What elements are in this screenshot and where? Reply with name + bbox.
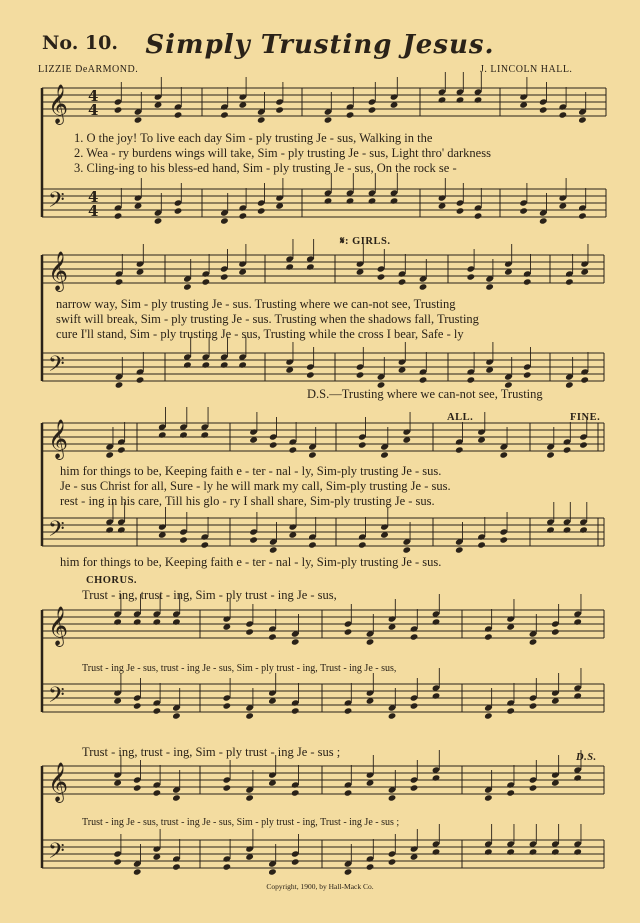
system2-bass-note bbox=[467, 376, 476, 383]
system5-treble-note bbox=[133, 784, 142, 791]
author-credit: LIZZIE DeARMOND. bbox=[38, 64, 139, 75]
system3-bass-note bbox=[105, 526, 114, 533]
system2-bass-note bbox=[356, 371, 365, 378]
system5-treble-note bbox=[223, 784, 232, 791]
system1-treble-note bbox=[539, 106, 548, 113]
system4-treble-note bbox=[344, 628, 353, 635]
system4-bass-note bbox=[410, 702, 419, 709]
system1-bass-note bbox=[257, 207, 266, 214]
system3-bass-note bbox=[546, 526, 555, 533]
verse-3-line-1: 3. Cling-ing to his bless-ed hand, Sim - ply trusting Je - sus, On the rock se - bbox=[74, 161, 457, 175]
system4-bass-note bbox=[388, 712, 397, 719]
verse-1-line-1: 1. O the joy! To live each day Sim - ply trusting Je - sus, Walking in the bbox=[74, 131, 433, 145]
system3-bass-note bbox=[200, 541, 209, 548]
system2-treble-note bbox=[202, 278, 211, 285]
system2-bass-note bbox=[238, 361, 247, 368]
system2-treble-note bbox=[398, 278, 407, 285]
verse-2-line-2: swift will break, Sim - ply trusting Je - sus. Trusting when the shadows fall, Trusting bbox=[56, 312, 479, 326]
system1-bass-note bbox=[539, 217, 548, 224]
system4-bass-note bbox=[484, 712, 493, 719]
system1-treble-note bbox=[438, 96, 447, 103]
system2-treble-note bbox=[377, 273, 386, 280]
all-label: ALL. bbox=[447, 412, 474, 423]
system4-bass-note bbox=[245, 712, 254, 719]
system4-treble-note bbox=[432, 618, 441, 625]
system3-treble-note bbox=[117, 446, 126, 453]
system5-treble-note bbox=[388, 794, 397, 801]
system3-bass-note bbox=[117, 526, 126, 533]
system4-bass-note bbox=[344, 707, 353, 714]
system3-bass-note bbox=[249, 536, 258, 543]
system3-bass-note bbox=[477, 541, 486, 548]
system2-treble-note bbox=[523, 278, 532, 285]
system3-bottom-lyrics: him for things to be, Keeping faith e - ter - nal - ly, Sim-ply trusting Je - sus. bbox=[60, 555, 442, 569]
system3-bass-note bbox=[358, 541, 367, 548]
system3-bass-note bbox=[455, 546, 464, 553]
system1-treble-note bbox=[578, 116, 587, 123]
system5-treble-note bbox=[506, 789, 515, 796]
system3-treble-note bbox=[563, 446, 572, 453]
chorus-upper-line-1: Trust - ing, trust - ing, Sim - ply trust - ing Je - sus, bbox=[82, 588, 337, 602]
time-signature-bottom: 4 bbox=[88, 202, 99, 220]
verse-1-line-3: him for things to be, Keeping faith e - ter - nal - ly, Sim-ply trusting Je - sus. bbox=[60, 464, 442, 478]
system1-bass-note bbox=[220, 217, 229, 224]
system5-treble-note bbox=[245, 794, 254, 801]
system4-bass-note bbox=[291, 707, 300, 714]
system1-treble-note bbox=[346, 111, 355, 118]
system1-bass-note bbox=[114, 212, 123, 219]
system2-bass-note bbox=[202, 361, 211, 368]
hymn-title: Simply Trusting Jesus. bbox=[145, 30, 495, 60]
verse-2-line-3: Je - sus Christ for all, Sure - ly he will mark my call, Sim-ply trusting Je - sus. bbox=[60, 479, 451, 493]
system1-treble-note bbox=[474, 96, 483, 103]
system1-treble-note bbox=[275, 106, 284, 113]
system1-treble-note bbox=[134, 116, 143, 123]
system4-bass-clef-icon: 𝄢 bbox=[48, 683, 65, 713]
system5-bass-note bbox=[344, 868, 353, 875]
system3-treble-note bbox=[358, 441, 367, 448]
system5-bass-note bbox=[113, 858, 122, 865]
system4-treble-note bbox=[153, 618, 162, 625]
system3-treble-note bbox=[158, 431, 167, 438]
system5-bass-note bbox=[388, 858, 397, 865]
system3-bass-note bbox=[179, 536, 188, 543]
system5-treble-clef-icon: 𝄞 bbox=[48, 762, 69, 802]
system3-bass-note bbox=[269, 546, 278, 553]
chorus-label: CHORUS. bbox=[86, 575, 138, 586]
fine-label: FINE. bbox=[570, 412, 601, 423]
system3-treble-note bbox=[200, 431, 209, 438]
system3-treble-note bbox=[308, 451, 317, 458]
system5-bass-note bbox=[551, 848, 560, 855]
system1-bass-note bbox=[474, 212, 483, 219]
system2-treble-note bbox=[419, 283, 428, 290]
system4-bass-note bbox=[432, 692, 441, 699]
system4-treble-note bbox=[410, 633, 419, 640]
system1-treble-note bbox=[368, 106, 377, 113]
system1-treble-note bbox=[257, 116, 266, 123]
system1-treble-note bbox=[559, 111, 568, 118]
system3-treble-note bbox=[105, 451, 114, 458]
system2-treble-note bbox=[565, 278, 574, 285]
system5-bass-note bbox=[291, 858, 300, 865]
system5-treble-note bbox=[432, 774, 441, 781]
system1-bass-clef-icon: 𝄢 bbox=[48, 188, 65, 218]
system2-bass-note bbox=[220, 361, 229, 368]
time-signature-top: 4 bbox=[88, 188, 99, 206]
system1-treble-note bbox=[324, 116, 333, 123]
system1-bass-note bbox=[324, 197, 333, 204]
system5-bass-note bbox=[366, 863, 375, 870]
system3-treble-note bbox=[179, 431, 188, 438]
system1-treble-note bbox=[456, 96, 465, 103]
system5-treble-note bbox=[410, 784, 419, 791]
system4-treble-note bbox=[573, 618, 582, 625]
system4-bass-note bbox=[529, 702, 538, 709]
system4-treble-note bbox=[484, 633, 493, 640]
ds-label: D.S. bbox=[576, 752, 597, 763]
system2-bass-note bbox=[580, 376, 589, 383]
composer-credit: J. LINCOLN HALL. bbox=[480, 64, 573, 75]
system3-bass-note bbox=[402, 546, 411, 553]
system4-treble-note bbox=[245, 628, 254, 635]
system4-treble-note bbox=[172, 618, 181, 625]
hymn-number: No. 10. bbox=[42, 32, 118, 54]
system4-bass-note bbox=[153, 707, 162, 714]
system5-bass-note bbox=[432, 848, 441, 855]
system2-bass-note bbox=[523, 371, 532, 378]
verse-3-line-3: rest - ing in his care, Till his glo - ry I shall share, Sim-ply trusting Je - sus. bbox=[60, 494, 435, 508]
system3-treble-note bbox=[546, 451, 555, 458]
system5-bass-note bbox=[506, 848, 515, 855]
system2-bass-note bbox=[306, 371, 315, 378]
system4-treble-note bbox=[551, 628, 560, 635]
system5-treble-note bbox=[344, 789, 353, 796]
system5-treble-note bbox=[529, 784, 538, 791]
system1-bass-note bbox=[346, 197, 355, 204]
system3-treble-note bbox=[499, 451, 508, 458]
system5-bass-note bbox=[529, 848, 538, 855]
system4-treble-clef-icon: 𝄞 bbox=[48, 606, 69, 646]
system3-bass-note bbox=[308, 541, 317, 548]
system2-treble-note bbox=[306, 263, 315, 270]
system4-bass-note bbox=[133, 702, 142, 709]
chorus-lower-line-2: Trust - ing Je - sus, trust - ing Je - sus, Sim - ply trust - ing, Trust - ing Je - sus ; bbox=[82, 817, 400, 828]
system3-treble-clef-icon: 𝄞 bbox=[48, 419, 69, 459]
system2-treble-note bbox=[285, 263, 294, 270]
system2-treble-clef-icon: 𝄞 bbox=[48, 251, 69, 291]
system2-bass-note bbox=[136, 376, 145, 383]
system4-treble-note bbox=[529, 638, 538, 645]
time-signature-top: 4 bbox=[88, 87, 99, 105]
system5-treble-note bbox=[573, 774, 582, 781]
system2-treble-note bbox=[115, 278, 124, 285]
system3-bass-note bbox=[579, 526, 588, 533]
system5-bass-note bbox=[133, 868, 142, 875]
verse-3-line-2: cure I'll stand, Sim - ply trusting Je - sus, Trusting while the cross I bear, Safe - ly bbox=[56, 327, 464, 341]
system4-bass-note bbox=[573, 692, 582, 699]
system1-bass-note bbox=[519, 207, 528, 214]
verse-1-line-2: narrow way, Sim - ply trusting Je - sus. Trusting where we can-not see, Trusting bbox=[56, 297, 456, 311]
system2-treble-note bbox=[485, 283, 494, 290]
system4-bass-note bbox=[506, 707, 515, 714]
system1-bass-note bbox=[456, 207, 465, 214]
system3-treble-note bbox=[380, 451, 389, 458]
system3-bass-note bbox=[499, 536, 508, 543]
system1-treble-note bbox=[174, 111, 183, 118]
system2-treble-note bbox=[183, 283, 192, 290]
system3-bass-note bbox=[563, 526, 572, 533]
system4-bass-note bbox=[172, 712, 181, 719]
copyright-notice: Copyright, 1900, by Hall-Mack Co. bbox=[266, 882, 374, 891]
system1-bass-note bbox=[368, 197, 377, 204]
chorus-lower-line-1: Trust - ing Je - sus, trust - ing Je - sus, Sim - ply trust - ing, Trust - ing Je - sus, bbox=[82, 663, 397, 674]
system5-bass-note bbox=[484, 848, 493, 855]
system3-bass-clef-icon: 𝄢 bbox=[48, 517, 65, 547]
system4-treble-note bbox=[113, 618, 122, 625]
system4-treble-note bbox=[268, 633, 277, 640]
verse-2-line-1: 2. Wea - ry burdens wings will take, Sim - ply trusting Je - sus, Light thro' darkness bbox=[74, 146, 491, 160]
system1-bass-note bbox=[239, 212, 248, 219]
system4-treble-note bbox=[366, 638, 375, 645]
chorus-upper-line-2: Trust - ing, trust - ing, Sim - ply trust - ing Je - sus ; bbox=[82, 745, 341, 759]
system5-bass-clef-icon: 𝄢 bbox=[48, 839, 65, 869]
system3-treble-note bbox=[579, 441, 588, 448]
system3-treble-note bbox=[289, 446, 298, 453]
segno-girls-label: 𝄋: GIRLS. bbox=[340, 236, 391, 247]
system5-treble-note bbox=[484, 794, 493, 801]
system1-treble-note bbox=[220, 111, 229, 118]
system2-bass-note bbox=[565, 381, 574, 388]
system1-bass-note bbox=[174, 207, 183, 214]
system5-treble-note bbox=[172, 794, 181, 801]
system2-treble-note bbox=[220, 273, 229, 280]
system4-bass-note bbox=[223, 702, 232, 709]
system1-treble-clef-icon: 𝄞 bbox=[48, 84, 69, 124]
system2-bass-clef-icon: 𝄢 bbox=[48, 352, 65, 382]
system5-bass-note bbox=[268, 868, 277, 875]
system1-bass-note bbox=[154, 217, 163, 224]
system3-treble-note bbox=[455, 446, 464, 453]
system1-bass-note bbox=[390, 197, 399, 204]
system5-treble-note bbox=[153, 789, 162, 796]
system1-treble-note bbox=[114, 106, 123, 113]
system4-treble-note bbox=[133, 618, 142, 625]
system2-treble-note bbox=[467, 273, 476, 280]
system5-bass-note bbox=[223, 863, 232, 870]
system2-bass-note bbox=[419, 376, 428, 383]
time-signature-bottom: 4 bbox=[88, 101, 99, 119]
system5-bass-note bbox=[573, 848, 582, 855]
ds-text-line: D.S.—Trusting where we can-not see, Trusting bbox=[307, 387, 543, 401]
system3-treble-note bbox=[269, 441, 278, 448]
system2-bass-note bbox=[115, 381, 124, 388]
system1-bass-note bbox=[578, 212, 587, 219]
system5-bass-note bbox=[172, 863, 181, 870]
system5-treble-note bbox=[291, 789, 300, 796]
system2-bass-note bbox=[183, 361, 192, 368]
system4-treble-note bbox=[291, 638, 300, 645]
